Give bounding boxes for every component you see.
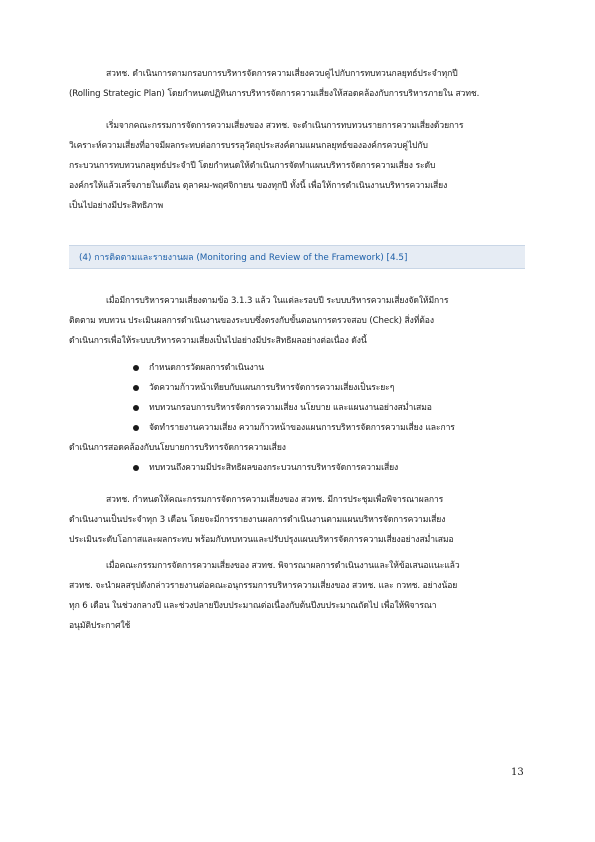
paragraph-line: สวทช. กำหนดให้คณะกรรมการจัดการความเสี่ยงของ สวทช. มีการประชุมเพื่อพิจารณาผลการ [106,495,444,505]
list-item [69,378,525,398]
paragraph-3 [69,291,525,351]
bullet-list [69,358,525,478]
paragraph-line: ดำเนินการเพื่อให้ระบบบริหารความเสี่ยงเป็นไปอย่างมีประสิทธิผลอย่างต่อเนื่อง ดังนี้ [69,336,367,346]
section-heading-box [69,245,525,269]
list-item-continuation: ดำเนินการสอดคล้องกับนโยบายการบริหารจัดการความเสี่ยง [69,443,286,453]
list-item-text: ทบทวนถึงความมีประสิทธิผลของกระบวนการบริหารจัดการความเสี่ยง [149,463,399,473]
paragraph-line: เมื่อคณะกรรมการจัดการความเสี่ยงของ สวทช. พิจารณาผลการดำเนินงานและให้ข้อเสนอแนะแล้ว [106,561,460,571]
list-item [69,418,525,438]
list-item [69,458,525,478]
bullet-icon [133,465,139,471]
paragraph-line: เมื่อมีการบริหารความเสี่ยงตามข้อ 3.1.3 แล้ว ในแต่ละรอบปี ระบบบริหารความเสี่ยงจัดให้มีการ [106,296,449,306]
bullet-icon [133,385,139,391]
list-item-text: จัดทำรายงานความเสี่ยง ความก้าวหน้าของแผนการบริหารจัดการความเสี่ยง และการ [149,423,455,433]
paragraph-line: ทุก 6 เดือน ในช่วงกลางปี และช่วงปลายปีงบประมาณต่อเนื่องกับต้นปีงบประมาณถัดไป เพื่อให้พิจารณา [69,601,437,611]
paragraph-line: กระบวนการทบทวนกลยุทธ์ประจำปี โดยกำหนดให้ดำเนินการจัดทำแผนบริหารจัดการความเสี่ยง ระดับ [69,161,436,171]
paragraph-line: ประเมินระดับโอกาสและผลกระทบ พร้อมกับทบทวนและปรับปรุงแผนบริหารจัดการความเสี่ยงอย่างสม่ำเสมอ [69,535,454,545]
bullet-icon [133,365,139,371]
list-item-text: กำหนดการวัดผลการดำเนินงาน [149,363,265,373]
list-item [69,398,525,418]
paragraph-line: เป็นไปอย่างมีประสิทธิภาพ [69,201,164,211]
paragraph-line: เริ่มจากคณะกรรมการจัดการความเสี่ยงของ สวทช. จะดำเนินการทบทวนรายการความเสี่ยงด้วยการ [106,121,464,131]
paragraph-line: วิเคราะห์ความเสี่ยงที่อาจมีผลกระทบต่อการบรรลุวัตถุประสงค์ตามแผนกลยุทธ์ขององค์กรควบคู่ไปกับ [69,141,428,151]
paragraph-line: องค์กรให้แล้วเสร็จภายในเดือน ตุลาคม-พฤศจิกายน ของทุกปี ทั้งนี้ เพื่อให้การดำเนินงานบริหารความเสี่ยง [69,181,448,191]
bullet-icon [133,425,139,431]
list-item [69,358,525,378]
paragraph-5 [69,556,525,636]
page-number: 13 [511,767,524,778]
list-item-text: ทบทวนกรอบการบริหารจัดการความเสี่ยง นโยบาย และแผนงานอย่างสม่ำเสมอ [149,403,432,413]
paragraph-1 [69,64,525,104]
section-heading: (4) การติดตามและรายงานผล (Monitoring and Review of the Framework) [4.5] [79,253,408,263]
paragraph-line: สวทช. ดำเนินการตามกรอบการบริหารจัดการความเสี่ยงควบคู่ไปกับการทบทวนกลยุทธ์ประจำทุกปี [106,69,458,79]
bullet-icon [133,405,139,411]
list-item-text: วัดความก้าวหน้าเทียบกับแผนการบริหารจัดการความเสี่ยงเป็นระยะๆ [149,383,395,393]
paragraph-line: ติดตาม ทบทวน ประเมินผลการดำเนินงานของระบบซึ่งตรงกับขั้นตอนการตรวจสอบ (Check) สิ่งที่ต้อง [69,316,434,326]
paragraph-4 [69,490,525,550]
paragraph-line: (Rolling Strategic Plan) โดยกำหนดปฏิทินการบริหารจัดการความเสี่ยงให้สอดคล้องกับการบริหารภายใน สวทช. [69,89,480,99]
paragraph-line: อนุมัติประกาศใช้ [69,621,131,631]
paragraph-line: ดำเนินงานเป็นประจำทุก 3 เดือน โดยจะมีการรายงานผลการดำเนินงานตามแผนบริหารจัดการความเสี่ยง [69,515,446,525]
paragraph-line: สวทช. จะนำผลสรุปดังกล่าวรายงานต่อคณะอนุกรรมการบริหารความเสี่ยงของ สวทช. และ กวทช. อย่างน้อย [69,581,458,591]
paragraph-2 [69,116,525,216]
